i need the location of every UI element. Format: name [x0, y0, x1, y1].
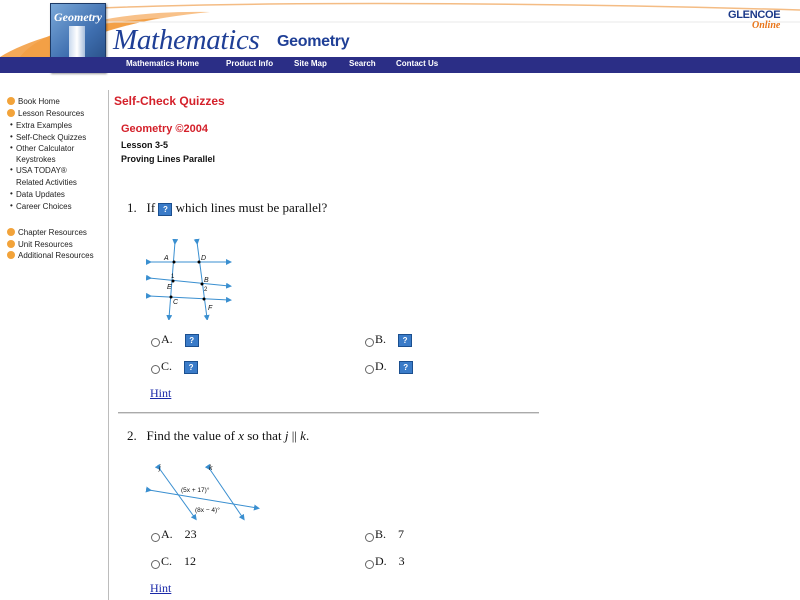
option-value: 12 — [184, 554, 197, 568]
orange-dot-icon — [7, 228, 15, 236]
fig-line — [149, 278, 229, 286]
option-value: 23 — [184, 527, 197, 541]
answer-option-2d[interactable] — [365, 554, 405, 569]
book-edition: Geometry ©2004 — [121, 123, 208, 135]
answer-option-1c[interactable] — [151, 359, 198, 374]
sidebar-additional-resources[interactable]: Additional Resources — [18, 251, 94, 260]
fig-point — [173, 261, 176, 264]
sidebar-divider — [108, 90, 109, 600]
bullet-icon: • — [10, 120, 13, 129]
parallel-symbol: || — [291, 428, 297, 443]
fig-label: B — [204, 277, 209, 284]
question-text-before: If — [146, 200, 156, 215]
bullet-icon: • — [10, 201, 13, 210]
nav-mathematics-home[interactable]: Mathematics Home — [126, 59, 199, 68]
nav-search[interactable]: Search — [349, 59, 376, 68]
logo-subtitle: Online — [752, 20, 781, 31]
page-title: Self-Check Quizzes — [114, 94, 225, 108]
fig-label: D — [201, 255, 207, 262]
fig-label: (5x + 17)° — [181, 487, 210, 494]
fig-point — [203, 298, 206, 301]
radio-button[interactable] — [365, 365, 374, 374]
radio-button[interactable] — [151, 338, 160, 347]
sidebar-other-calculator[interactable]: Other Calculator — [16, 144, 75, 153]
hint-link-1[interactable]: Hint — [150, 386, 172, 400]
period: . — [305, 428, 310, 443]
radio-button[interactable] — [151, 365, 160, 374]
fig-label: 2 — [204, 287, 208, 293]
question-divider — [118, 412, 539, 414]
math-image-icon[interactable]: ? — [185, 334, 199, 347]
math-image-icon[interactable]: ? — [184, 361, 198, 374]
sidebar-keystrokes[interactable]: Keystrokes — [16, 155, 56, 164]
nav-product-info[interactable]: Product Info — [226, 59, 274, 68]
fig-label: C — [173, 299, 179, 306]
orange-dot-icon — [7, 97, 15, 105]
orange-dot-icon — [7, 109, 15, 117]
option-value: 3 — [398, 554, 405, 568]
question-text-after: which lines must be parallel? — [175, 200, 328, 215]
subject-title: Geometry — [277, 33, 350, 50]
variable-j: j — [284, 428, 289, 443]
sidebar-chapter-resources[interactable]: Chapter Resources — [18, 228, 87, 237]
book-cover-title: Geometry — [54, 10, 102, 24]
answer-option-1b[interactable] — [365, 332, 412, 347]
sidebar-book-home[interactable]: Book Home — [18, 97, 60, 106]
sidebar-extra-examples[interactable]: Extra Examples — [16, 121, 73, 130]
nav-site-map[interactable]: Site Map — [294, 59, 327, 68]
sidebar-data-updates[interactable]: Data Updates — [16, 190, 65, 199]
question-text-before: Find the value of — [146, 428, 235, 443]
sidebar-self-check-quizzes[interactable]: Self-Check Quizzes — [16, 133, 87, 142]
question-number: 1. — [127, 200, 137, 215]
answer-option-1a[interactable] — [151, 332, 199, 347]
answer-option-2c[interactable] — [151, 554, 196, 569]
bullet-icon: • — [10, 143, 13, 152]
fig-label: j — [159, 465, 161, 472]
glencoe-logo[interactable] — [724, 8, 788, 34]
option-letter: A. — [161, 527, 173, 541]
variable-k: k — [300, 428, 306, 443]
lesson-number: Lesson 3-5 — [121, 140, 169, 150]
radio-button[interactable] — [365, 560, 374, 569]
nav-contact-us[interactable]: Contact Us — [396, 59, 439, 68]
answer-option-1d[interactable] — [365, 359, 413, 374]
fig-label: E — [167, 284, 172, 291]
question-1-figure — [145, 238, 235, 320]
lesson-title: Proving Lines Parallel — [121, 154, 216, 164]
answer-option-2b[interactable] — [365, 527, 404, 542]
radio-button[interactable] — [365, 533, 374, 542]
fig-label: (8x − 4)° — [195, 507, 220, 514]
fig-label: A — [164, 255, 169, 262]
sidebar-usa-today[interactable]: USA TODAY® — [16, 166, 67, 175]
logo-wordmark: GLENCOE — [728, 9, 781, 21]
orange-dot-icon — [7, 251, 15, 259]
fig-line — [149, 296, 229, 300]
option-value: 7 — [398, 527, 405, 541]
answer-option-2a[interactable] — [151, 527, 197, 542]
math-image-icon[interactable]: ? — [399, 361, 413, 374]
fig-label: F — [208, 305, 213, 312]
option-letter: B. — [375, 527, 387, 541]
radio-button[interactable] — [151, 560, 160, 569]
bullet-icon: • — [10, 165, 13, 174]
radio-button[interactable] — [151, 533, 160, 542]
bullet-icon: • — [10, 132, 13, 141]
question-2-text — [127, 428, 309, 444]
option-letter: D. — [375, 554, 387, 568]
question-number: 2. — [127, 428, 137, 443]
fig-label: k — [209, 465, 213, 472]
brand-title: Mathematics — [113, 24, 260, 56]
question-1-text — [127, 200, 327, 216]
fig-label: 1 — [171, 274, 175, 280]
sidebar-related-activities[interactable]: Related Activities — [16, 178, 77, 187]
sidebar-career-choices[interactable]: Career Choices — [16, 202, 72, 211]
bullet-icon: • — [10, 189, 13, 198]
option-letter: B. — [375, 332, 387, 346]
sidebar-lesson-resources[interactable]: Lesson Resources — [18, 109, 85, 118]
sidebar-unit-resources[interactable]: Unit Resources — [18, 240, 73, 249]
option-letter: C. — [161, 554, 173, 568]
math-image-icon[interactable]: ? — [158, 203, 172, 216]
option-letter: D. — [375, 359, 387, 373]
math-image-icon[interactable]: ? — [398, 334, 412, 347]
variable-x: x — [238, 428, 244, 443]
orange-dot-icon — [7, 240, 15, 248]
question-2-figure — [145, 462, 265, 522]
option-letter: A. — [161, 332, 173, 346]
hint-link-2[interactable]: Hint — [150, 581, 172, 595]
radio-button[interactable] — [365, 338, 374, 347]
top-navbar — [0, 57, 800, 73]
question-text-mid: so that — [247, 428, 282, 443]
option-letter: C. — [161, 359, 173, 373]
